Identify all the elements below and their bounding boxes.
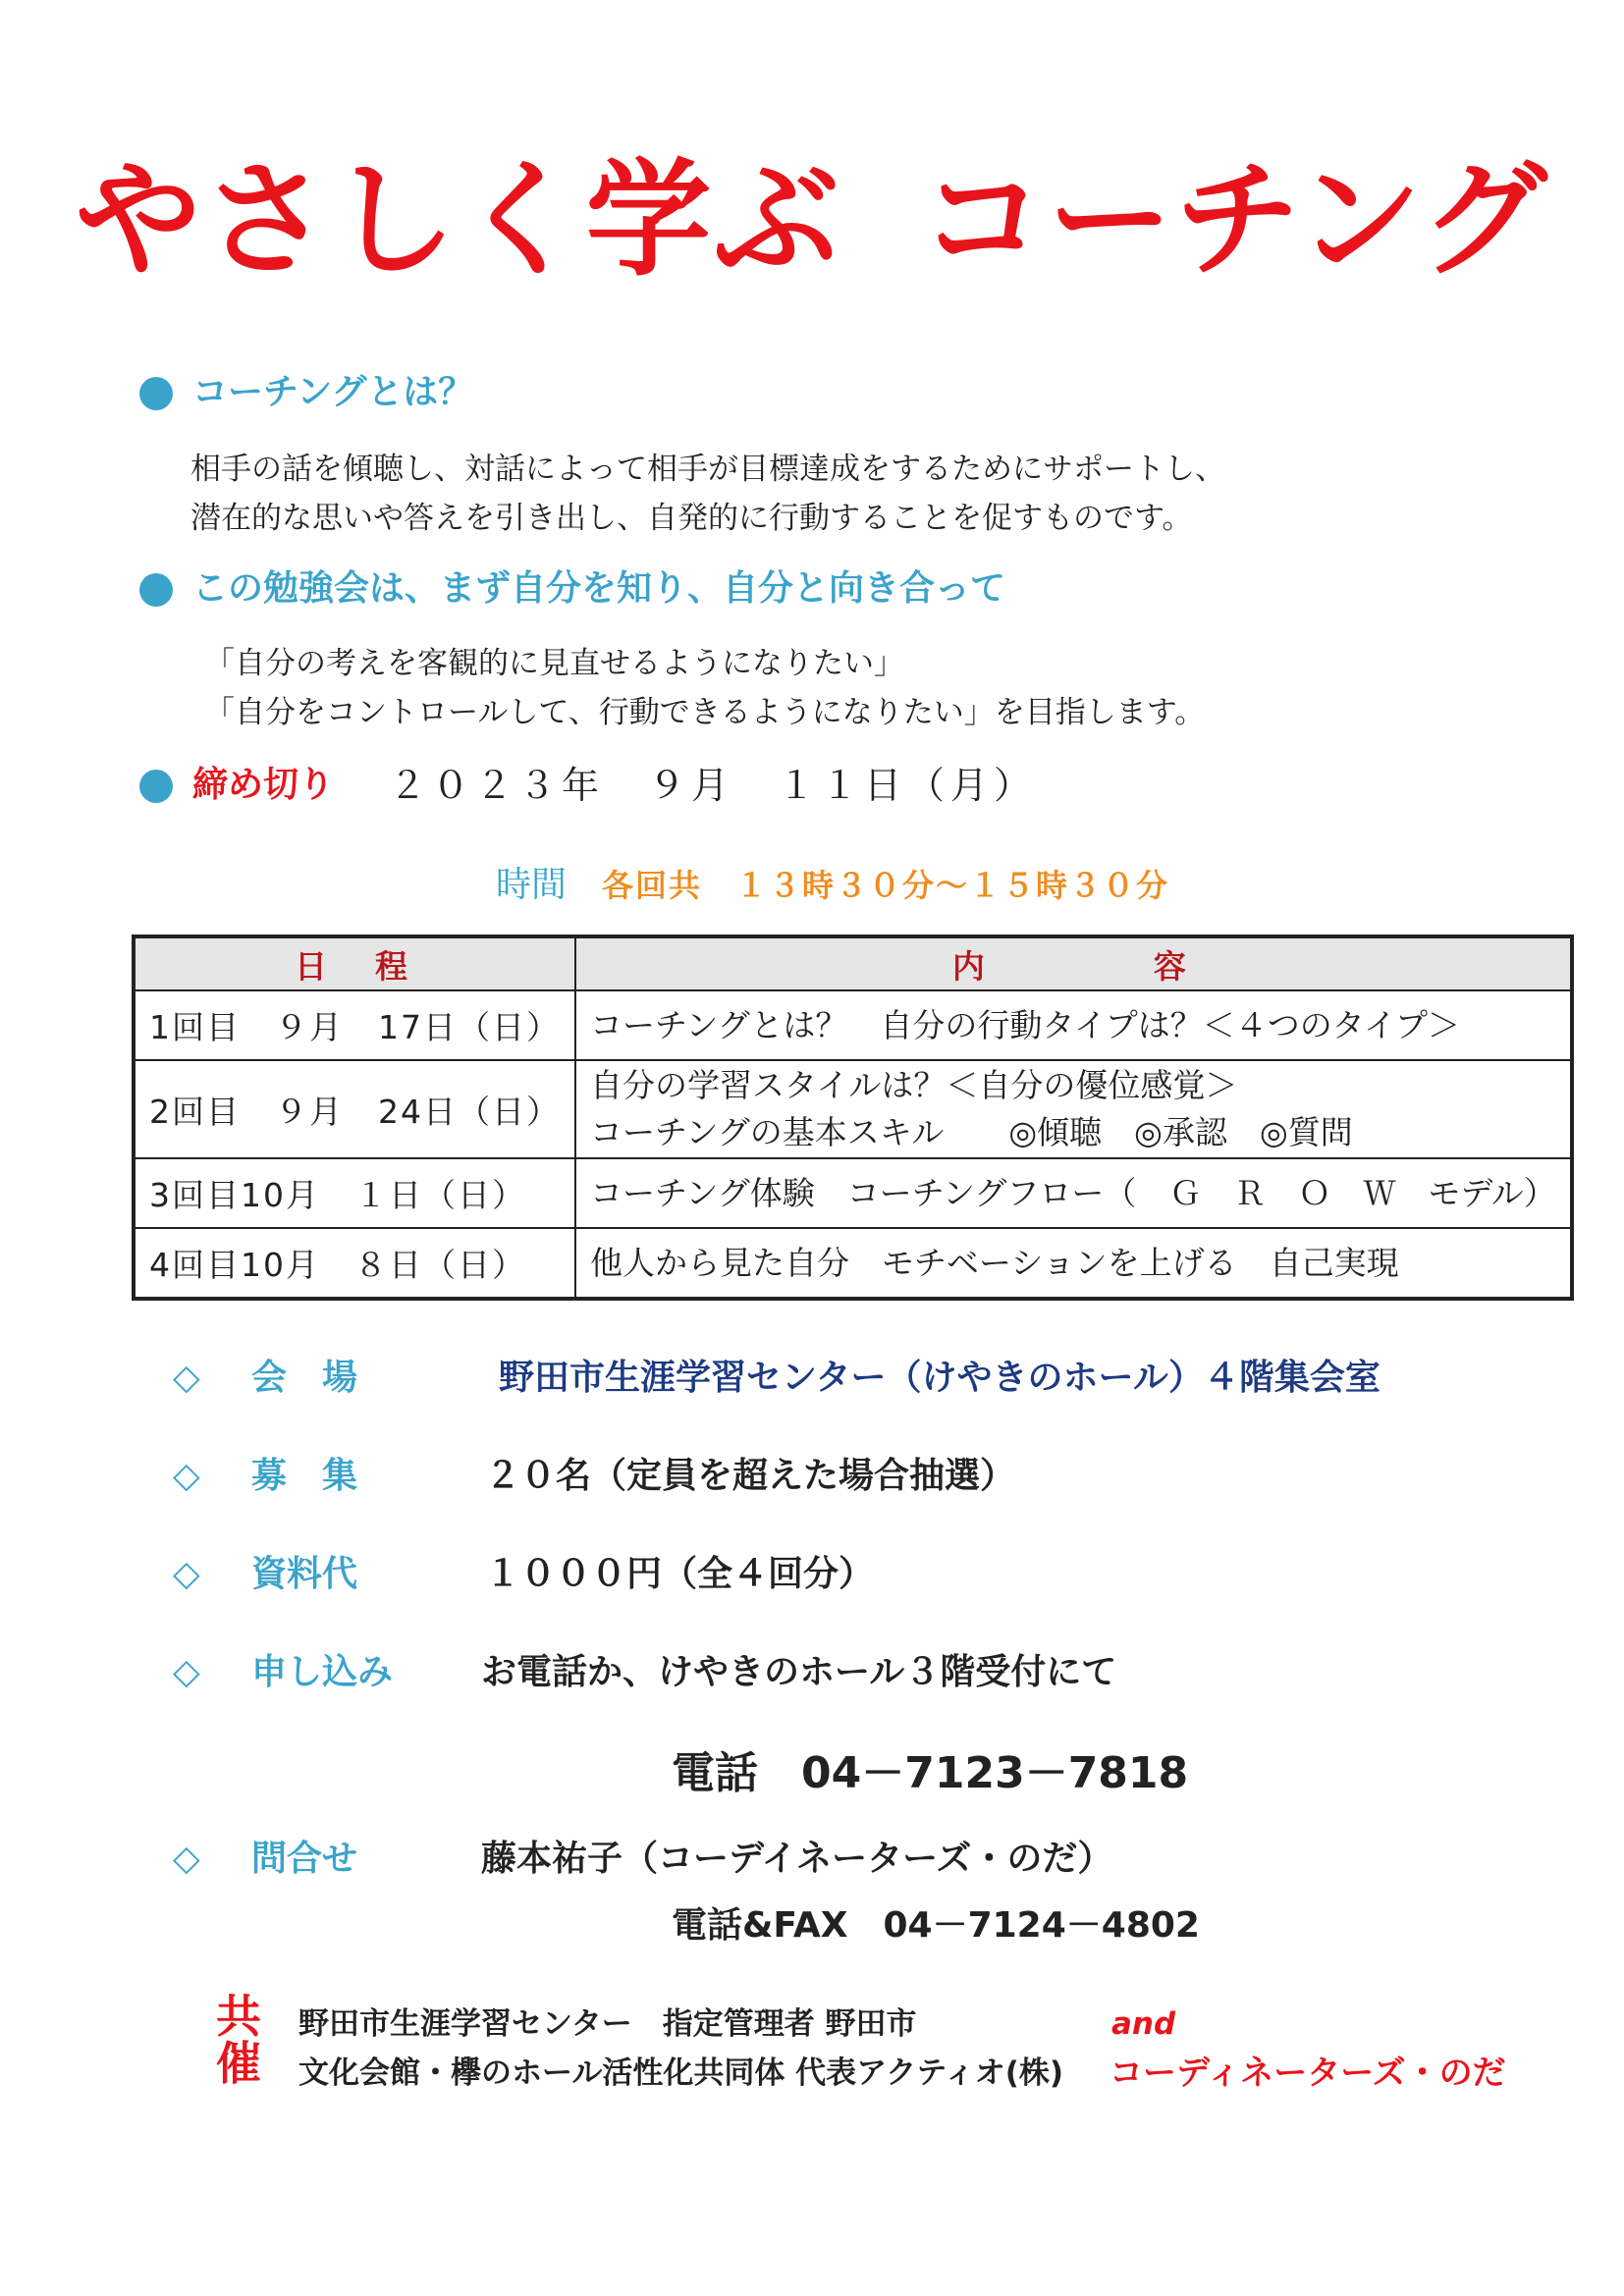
session-date: 3回目10月 １日（日） <box>134 1158 575 1228</box>
sponsor-partner: コーディネーターズ・のだ <box>1110 2054 1506 2093</box>
page-title <box>0 147 1624 294</box>
schedule-table <box>132 934 1574 1301</box>
session-content-line: コーチングの基本スキル ◎傾聴 ◎承認 ◎質問 <box>590 1113 1353 1151</box>
session-date: 1回目 ９月 17日（日） <box>134 990 575 1060</box>
bullet-dot-icon <box>139 377 173 410</box>
bullet-dot-icon <box>139 770 173 803</box>
deadline-value: ２０２３年 ９月 １１日（月） <box>389 764 1038 807</box>
session-content <box>575 1158 1572 1228</box>
inquiry-value: 藤本祐子（コーデイネーターズ・のだ） <box>481 1839 1113 1879</box>
inquiry-phone: 電話&FAX 04－7124－4802 <box>672 1905 1200 1946</box>
diamond-icon: ◇ <box>173 1554 200 1594</box>
co-sponsor-mark: 共催 <box>216 1990 261 2090</box>
session-content <box>575 1060 1572 1158</box>
table-row <box>134 990 1572 1060</box>
session-content-line: コーチングとは？ 自分の行動タイプは？＜４つのタイプ＞ <box>590 1005 1461 1044</box>
apply-value: お電話か、けやきのホール３階受付にて <box>481 1652 1117 1692</box>
venue-value: 野田市生涯学習センター（けやきのホール）４階集会室 <box>499 1358 1380 1398</box>
inquiry-label: 問合せ <box>251 1839 358 1879</box>
sponsor-line-2: 文化会館・欅のホール活性化共同体 代表アクティオ(株) <box>298 2056 1064 2091</box>
section-text-line: 潜在的な思いや答えを引き出し、自発的に行動することを促すものです。 <box>190 501 1193 536</box>
session-content-line: 自分の学習スタイルは？＜自分の優位感覚＞ <box>590 1066 1238 1104</box>
section-text-line: 相手の話を傾聴し、対話によって相手が目標達成をするためにサポートし、 <box>190 452 1225 487</box>
section-text-line: 「自分をコントロールして、行動できるようになりたい」を目指します。 <box>204 695 1206 730</box>
fee-value: １０００円（全４回分） <box>485 1554 875 1594</box>
venue-label: 会 場 <box>251 1358 358 1398</box>
column-header-content: 内 容 <box>575 936 1572 990</box>
session-date: 4回目10月 ８日（日） <box>134 1228 575 1299</box>
title-part2: コーチング <box>919 147 1549 294</box>
title-part1: やさしく学ぶ <box>75 147 841 294</box>
apply-label: 申し込み <box>251 1652 394 1692</box>
session-content-line: 他人から見た自分 モチベーションを上げる 自己実現 <box>590 1243 1399 1282</box>
sponsor-line-1: 野田市生涯学習センター 指定管理者 野田市 <box>298 2006 917 2042</box>
session-content <box>575 990 1572 1060</box>
recruit-label: 募 集 <box>251 1456 358 1496</box>
time-value: 各回共 １３時３０分～１５時３０分 <box>602 867 1170 904</box>
section-text-line: 「自分の考えを客観的に見直せるようになりたい」 <box>204 646 904 681</box>
table-row <box>134 1060 1572 1158</box>
diamond-icon: ◇ <box>173 1652 200 1692</box>
session-date: 2回目 ９月 24日（日） <box>134 1060 575 1158</box>
session-content-line: コーチング体験 コーチングフロー（ Ｇ Ｒ Ｏ Ｗ モデル） <box>590 1173 1556 1212</box>
bullet-dot-icon <box>139 573 173 607</box>
diamond-icon: ◇ <box>173 1358 200 1398</box>
table-row <box>134 1228 1572 1299</box>
table-header-row <box>134 936 1572 990</box>
diamond-icon: ◇ <box>173 1456 200 1496</box>
time-label: 時間 <box>496 865 568 905</box>
diamond-icon: ◇ <box>173 1839 200 1879</box>
session-content <box>575 1228 1572 1299</box>
deadline-label: 締め切り <box>192 765 335 805</box>
table-row <box>134 1158 1572 1228</box>
section-heading-what-is-coaching: コーチングとは？ <box>192 372 474 412</box>
section-heading-study-group: この勉強会は、まず自分を知り、自分と向き合って <box>192 568 1006 609</box>
column-header-date: 日 程 <box>134 936 575 990</box>
phone-number: 電話 04－7123－7818 <box>672 1748 1189 1798</box>
time-row <box>496 862 1169 915</box>
recruit-value: ２０名（定員を超えた場合抽選） <box>485 1456 1016 1496</box>
sponsor-and: and <box>1111 2006 1176 2042</box>
fee-label: 資料代 <box>251 1554 358 1594</box>
